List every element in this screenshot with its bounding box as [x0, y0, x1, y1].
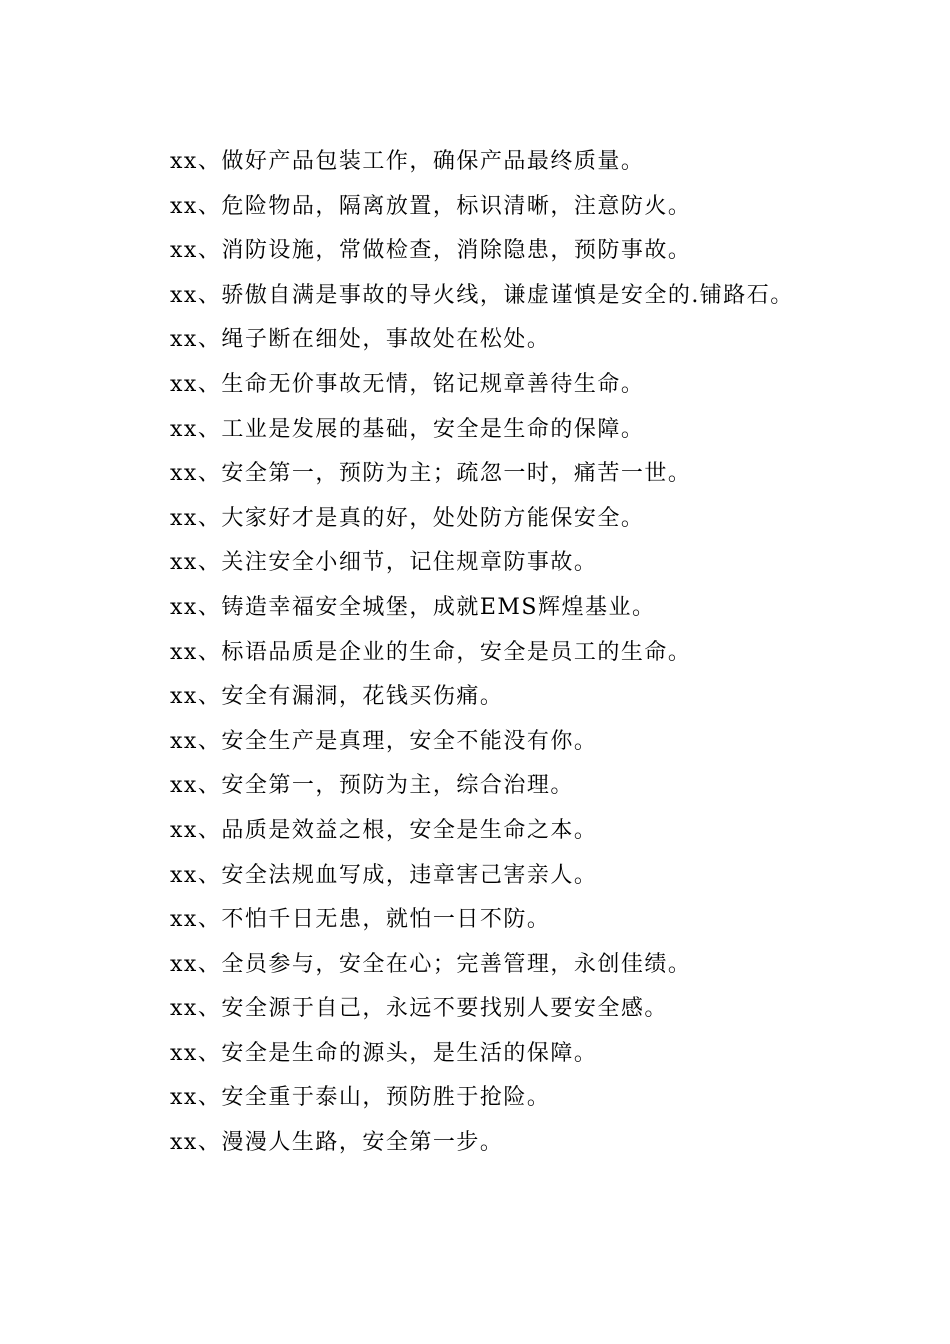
slogan-line: xx、安全第一，预防为主，综合治理。	[170, 773, 574, 799]
slogan-line: xx、骄傲自满是事故的导火线，谦虚谨慎是安全的.铺路石。	[170, 282, 794, 308]
slogan-line: xx、安全法规血写成，违章害己害亲人。	[170, 862, 598, 888]
slogan-line: xx、消防设施，常做检查，消除隐患，预防事故。	[170, 238, 692, 264]
slogan-line: xx、全员参与，安全在心；完善管理，永创佳绩。	[170, 951, 692, 977]
slogan-line: xx、绳子断在细处，事故处在松处。	[170, 327, 551, 353]
slogan-line: xx、安全第一，预防为主；疏忽一时，痛苦一世。	[170, 461, 692, 487]
slogan-line: xx、安全有漏洞，花钱买伤痛。	[170, 684, 504, 710]
slogan-line: xx、生命无价事故无情，铭记规章善待生命。	[170, 371, 645, 397]
slogan-line: xx、工业是发展的基础，安全是生命的保障。	[170, 416, 645, 442]
slogan-line: xx、关注安全小细节，记住规章防事故。	[170, 550, 598, 576]
slogan-line: xx、安全是生命的源头，是生活的保障。	[170, 1040, 598, 1066]
slogan-line: xx、品质是效益之根，安全是生命之本。	[170, 817, 598, 843]
slogan-line: xx、危险物品，隔离放置，标识清晰，注意防火。	[170, 193, 692, 219]
slogan-line: xx、做好产品包装工作，确保产品最终质量。	[170, 149, 645, 174]
slogan-line: xx、安全重于泰山，预防胜于抢险。	[170, 1085, 551, 1111]
slogan-line: xx、安全源于自己，永远不要找别人要安全感。	[170, 996, 668, 1022]
slogan-line: xx、不怕千日无患，就怕一日不防。	[170, 907, 551, 933]
slogan-line: xx、铸造幸福安全城堡，成就EMS辉煌基业。	[170, 594, 656, 620]
slogan-line: xx、安全生产是真理，安全不能没有你。	[170, 728, 598, 754]
slogan-line: xx、漫漫人生路，安全第一步。	[170, 1130, 504, 1156]
slogan-line: xx、大家好才是真的好，处处防方能保安全。	[170, 505, 645, 531]
slogan-line: xx、标语品质是企业的生命，安全是员工的生命。	[170, 639, 692, 665]
slogan-list	[170, 140, 930, 1166]
